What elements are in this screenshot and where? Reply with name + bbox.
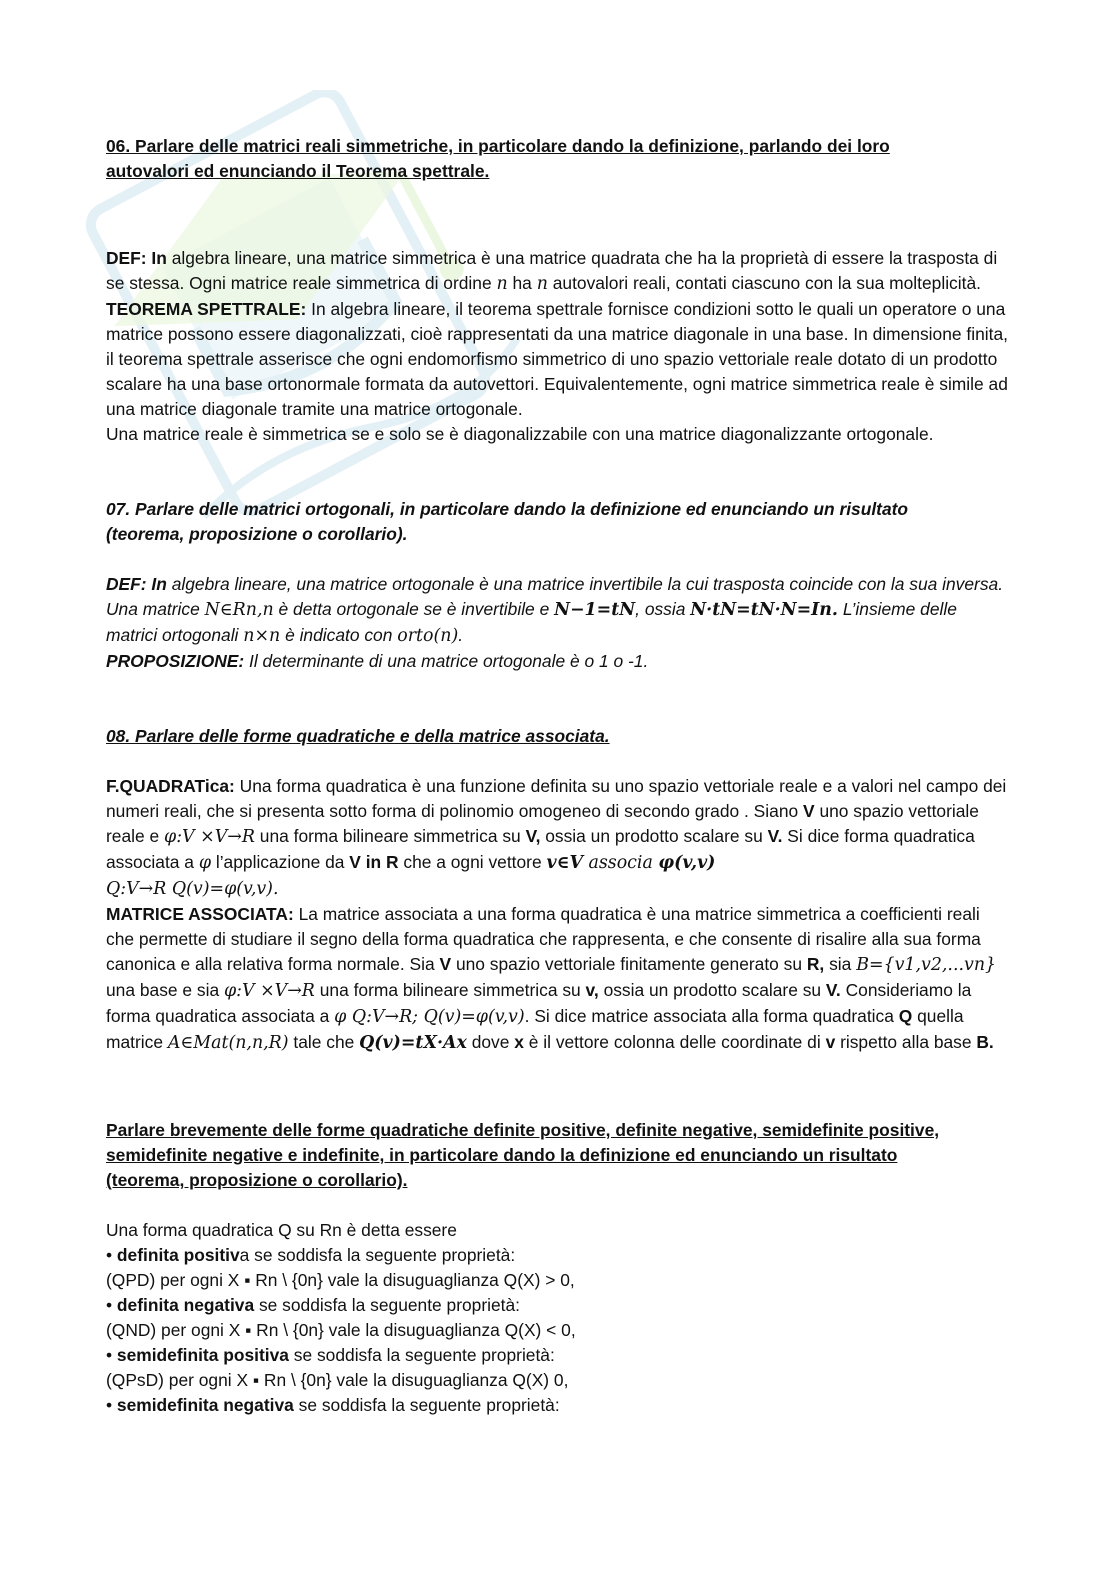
list-item: • definita positiva se soddisfa la seguente proprietà: xyxy=(106,1245,516,1265)
list-item: • definita negativa se soddisfa la seguente proprietà: xyxy=(106,1295,521,1315)
section-09-heading xyxy=(106,1118,1011,1193)
list-item: (QND) per ogni X ▪ Rn \ {0n} vale la disuguaglianza Q(X) < 0, xyxy=(106,1320,576,1340)
section-09-heading-line-3: (teorema, proposizione o corollario). xyxy=(106,1170,408,1190)
section-09-intro: Una forma quadratica Q su Rn è detta essere xyxy=(106,1220,457,1240)
list-item: (QPsD) per ogni X ▪ Rn \ {0n} vale la disuguaglianza Q(X) 0, xyxy=(106,1370,569,1390)
section-07-heading-line-1: 07. Parlare delle matrici ortogonali, in particolare dando la definizione ed enunciando un risultato xyxy=(106,499,909,519)
quadratic-form-paragraph: F.QUADRATica: Una forma quadratica è una funzione definita su uno spazio vettoriale reale e a valori nel campo dei numeri reali, che si presenta sotto forma di polinomio omogeneo di secondo grado . Siano V uno spazio vettoriale reale e φ:V ×V→R una forma bilineare simmetrica su V, ossia un prodotto scalare su V. Si dice forma quadratica associata a φ l’applicazione da V in R che a ogni vettore v∈V associa φ(v,v) Q:V→R Q(v)=φ(v,v). xyxy=(106,776,1007,899)
section-09-heading-line-1: Parlare brevemente delle forme quadratiche definite positive, definite negative, semidefinite positive, xyxy=(106,1120,940,1140)
list-item: (QPD) per ogni X ▪ Rn \ {0n} vale la disuguaglianza Q(X) > 0, xyxy=(106,1270,575,1290)
section-06-heading-line-1: 06. Parlare delle matrici reali simmetriche, in particolare dando la definizione, parlando dei loro xyxy=(106,136,890,156)
associated-matrix-paragraph: MATRICE ASSOCIATA: La matrice associata a una forma quadratica è una matrice simmetrica a coefficienti reali che permette di studiare il segno della forma quadratica che rappresenta, e che consente di risalire alla sua forma canonica e alla relativa forma normale. Sia V uno spazio vettoriale finitamente generato su R, sia B={v1,v2,...vn} una base e sia φ:V ×V→R una forma bilineare simmetrica su v, ossia un prodotto scalare su V. Consideriamo la forma quadratica associata a φ Q:V→R; Q(v)=φ(v,v). Si dice matrice associata alla forma quadratica Q quella matrice A∈Mat(n,n,R) tale che Q(v)=tX·Ax dove x è il vettore colonna delle coordinate di v rispetto alla base B. xyxy=(106,904,997,1053)
section-06-definition: DEF: In algebra lineare, una matrice simmetrica è una matrice quadrata che ha la proprietà di essere la trasposta di se stessa. Ogni matrice reale simmetrica di ordine n ha n autovalori reali, contati ciascuno con la sua molteplicità. xyxy=(106,248,998,294)
section-07-heading-line-2: (teorema, proposizione o corollario). xyxy=(106,524,408,544)
definiteness-list xyxy=(106,1243,1011,1418)
section-06-heading xyxy=(106,134,1011,184)
def-label: DEF: In xyxy=(106,248,167,268)
section-09-heading-line-2: semidefinite negative e indefinite, in particolare dando la definizione ed enunciando un risultato xyxy=(106,1145,898,1165)
section-07-proposition: PROPOSIZIONE: Il determinante di una matrice ortogonale è o 1 o -1. xyxy=(106,651,649,671)
section-07-definition: DEF: In algebra lineare, una matrice ortogonale è una matrice invertibile la cui trasposta coincide con la sua inversa. Una matrice N∈Rn,n è detta ortogonale se è invertibile e N−1=tN, ossia N·tN=tN·N=In. L’insieme delle matrici ortogonali n×n è indicato con orto(n). xyxy=(106,574,1004,646)
section-06-heading-line-2: autovalori ed enunciando il Teorema spettrale. xyxy=(106,161,490,181)
section-06-conclusion: Una matrice reale è simmetrica se e solo se è diagonalizzabile con una matrice diagonalizzante ortogonale. xyxy=(106,424,934,444)
list-item: • semidefinita positiva se soddisfa la seguente proprietà: xyxy=(106,1345,555,1365)
spectral-theorem-label: TEOREMA SPETTRALE: xyxy=(106,299,307,319)
spectral-theorem-paragraph: TEOREMA SPETTRALE: In algebra lineare, il teorema spettrale fornisce condizioni sotto le quali un operatore o una matrice possono essere diagonalizzati, cioè rappresentati da una matrice diagonale in una base. In dimensione finita, il teorema spettrale asserisce che ogni endomorfismo simmetrico di uno spazio vettoriale reale dotato di un prodotto scalare ha una base ortonormale formata da autovettori. Equivalentemente, ogni matrice simmetrica reale è simile ad una matrice diagonale tramite una matrice ortogonale. xyxy=(106,299,1008,419)
section-08-heading: 08. Parlare delle forme quadratiche e della matrice associata. xyxy=(106,726,610,746)
list-item: • semidefinita negativa se soddisfa la seguente proprietà: xyxy=(106,1395,560,1415)
section-07-heading xyxy=(106,497,1011,547)
document-page xyxy=(106,134,1011,1418)
